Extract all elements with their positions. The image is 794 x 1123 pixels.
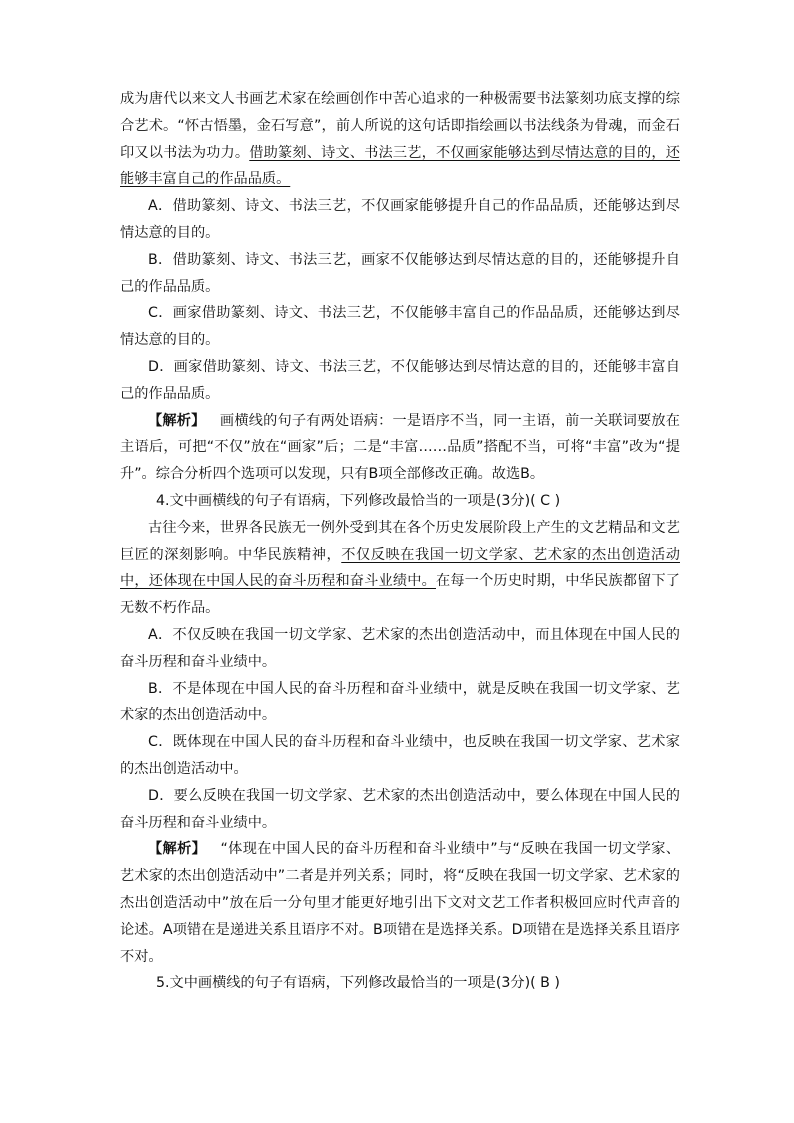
underlined-sentence-4: 不仅反映在我国一切文学家、艺术家的杰出创造活动中，还体现在中国人民的奋斗历程和奋斗业绩中。 bbox=[120, 546, 680, 590]
question-4: 4.文中画横线的句子有语病，下列修改最恰当的一项是(3分)( C ) bbox=[156, 492, 561, 509]
q4-option-d: D．要么反映在我国一切文学家、艺术家的杰出创造活动中，要么体现在中国人民的奋斗历程和奋斗业绩中。 bbox=[120, 787, 680, 831]
q4-option-c: C．既体现在中国人民的奋斗历程和奋斗业绩中，也反映在我国一切文学家、艺术家的杰出创造活动中。 bbox=[120, 734, 680, 777]
passage-lead: 古往今来，世界各民族无一例外受到其在各个历史发展阶段上产生的文艺精品和文艺巨匠的深刻影响。中华民族精神， bbox=[120, 519, 680, 563]
option-c: C．画家借助篆刻、诗文、书法三艺，不仅能够丰富自己的作品品质，还能够达到尽情达意的目的。 bbox=[120, 305, 680, 349]
underlined-sentence: 借助篆刻、诗文、书法三艺，不仅画家能够达到尽情达意的目的，还能够丰富自己的作品品质。 bbox=[120, 144, 680, 188]
question-5: 5.文中画横线的句子有语病，下列修改最恰当的一项是(3分)( B ) bbox=[156, 975, 560, 992]
passage-tail: 在每一个历史时期，中华民族都留下了无数不朽作品。 bbox=[120, 573, 680, 617]
q4-option-b: B．不是体现在中国人民的奋斗历程和奋斗业绩中，就是反映在我国一切文学家、艺术家的杰出创造活动中。 bbox=[120, 680, 680, 724]
option-b: B．借助篆刻、诗文、书法三艺，画家不仅能够达到尽情达意的目的，还能够提升自己的作品品质。 bbox=[120, 251, 680, 295]
q4-option-a: A．不仅反映在我国一切文学家、艺术家的杰出创造活动中，而且体现在中国人民的奋斗历程和奋斗业绩中。 bbox=[120, 626, 680, 670]
analysis-tag: 【解析】 bbox=[148, 412, 206, 429]
option-a: A．借助篆刻、诗文、书法三艺，不仅画家能够提升自己的作品品质，还能够达到尽情达意的目的。 bbox=[120, 198, 680, 241]
passage-paragraph bbox=[120, 86, 680, 193]
analysis-text: 画横线的句子有两处语病：一是语序不当，同一主语，前一关联词要放在主语后，可把“不仅”放在“画家”后；二是“丰富……品质”搭配不当，可将“丰富”改为“提升”。综合分析四个选项可以发现，只有B项全部修改正确。故选B。 bbox=[120, 412, 680, 483]
q4-analysis-paragraph bbox=[120, 836, 680, 970]
passage-paragraph-4 bbox=[120, 515, 680, 622]
passage-text: 成为唐代以来文人书画艺术家在绘画创作中苦心追求的一种极需要书法篆刻功底支撑的综合艺术。“怀古悟墨，金石写意”，前人所说的这句话即指绘画以书法线条为骨魂，而金石印又以书法为功力。 bbox=[120, 91, 680, 161]
option-d: D．画家借助篆刻、诗文、书法三艺，不仅能够达到尽情达意的目的，还能够丰富自己的作品品质。 bbox=[120, 358, 680, 402]
document-page bbox=[120, 86, 680, 997]
analysis-paragraph bbox=[120, 408, 680, 488]
q4-analysis-text: “体现在中国人民的奋斗历程和奋斗业绩中”与“反映在我国一切文学家、艺术家的杰出创造活动中”二者是并列关系；同时，将“反映在我国一切文学家、艺术家的杰出创造活动中”放在后一分句里才能更好地引出下文对文艺工作者积极回应时代声音的论述。A项错在是递进关系且语序不对。B项错在是选择关系。D项错在是选择关系且语序不对。 bbox=[120, 841, 680, 965]
q4-analysis-tag: 【解析】 bbox=[148, 841, 207, 858]
